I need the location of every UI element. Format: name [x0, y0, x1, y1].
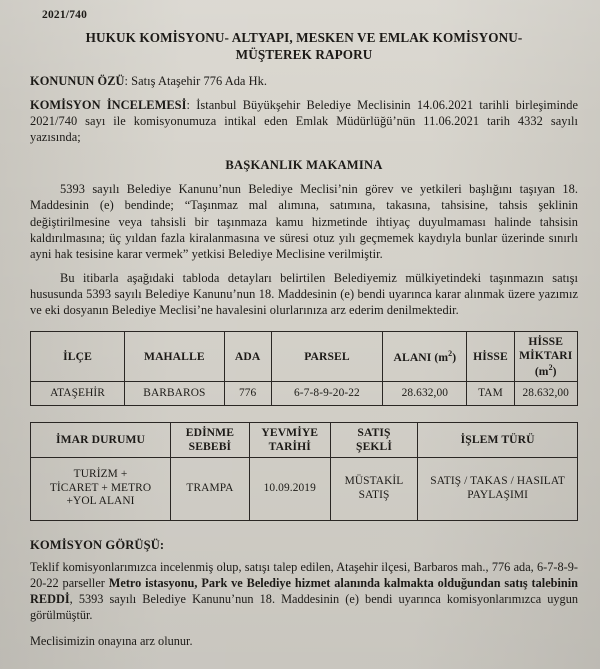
- closing-line: Meclisimizin onayına arz olunur.: [30, 634, 193, 649]
- subject-text: : Satış Ataşehir 776 Ada Hk.: [124, 73, 268, 88]
- cell-hisse-miktari: 28.632,00: [514, 382, 578, 406]
- addressee-heading: BAŞKANLIK MAKAMINA: [225, 158, 383, 173]
- col-header-yevmiye-tarihi: YEVMİYE TARİHİ: [249, 423, 330, 457]
- cell-mahalle: BARBAROS: [125, 382, 225, 406]
- col-header-imar-durumu: İMAR DURUMU: [31, 423, 171, 457]
- document-number: 2021/740: [42, 9, 88, 21]
- status-table-header-row: [31, 423, 578, 457]
- cell-ilce: ATAŞEHİR: [31, 382, 125, 406]
- col-header-alani: ALANI $(m^2)$: [383, 332, 467, 382]
- document-title-line-1: HUKUK KOMİSYONU- ALTYAPI, MESKEN VE EMLAK KOMİSYONU-: [85, 30, 523, 45]
- cell-parsel: 6-7-8-9-20-22: [271, 382, 383, 406]
- opinion-text-part-1: Teklif komisyonlarımızca incelenmiş olup, satışı talep edilen, Ataşehir ilçesi, Barbaros mah., 776 ada, 6-7-8-9-20-22 parseller: [30, 559, 578, 590]
- col-header-mahalle: MAHALLE: [125, 332, 225, 382]
- cell-islem-turu: SATIŞ / TAKAS / HASILAT PAYLAŞIMI: [418, 457, 578, 520]
- subject-label: KONUNUN ÖZÜ: [30, 73, 125, 88]
- commission-opinion-heading: KOMİSYON GÖRÜŞÜ:: [30, 537, 165, 552]
- property-table-header-row: [31, 332, 578, 382]
- col-header-ilce: İLÇE: [31, 332, 125, 382]
- commission-opinion-text: [30, 559, 578, 624]
- review-paragraph: [30, 97, 578, 145]
- status-table-wrapper: [30, 422, 578, 520]
- cell-yevmiye-tarihi: 10.09.2019: [249, 457, 330, 520]
- col-header-parsel: PARSEL: [271, 332, 383, 382]
- review-label: KOMİSYON İNCELEMESİ: [30, 97, 187, 112]
- cell-edinme-sebebi: TRAMPA: [171, 457, 250, 520]
- law-paragraph: 5393 sayılı Belediye Kanunu’nun Belediye Meclisi’nin görev ve yetkileri başlığını taşıyan 18. Maddesinin (e) bendinde; “Taşınmaz mal alımına, satımına, takasına, tahsisine, tahsis şeklinin değiştirilmesine veya tahsisli bir taşınmaza kamu hizmetinde ihtiyaç duyulmaması halinde tahsisin kaldırılmasına; üç yıldan fazla kiralanmasına ve süresi otuz yılı geçmemek kaydıyla bunlar üzerinde sınırlı ayni hak tesisine karar vermek” yetkisi Belediye Meclisine verilmiştir.: [30, 182, 578, 261]
- cell-imar-durumu: TURİZM + TİCARET + METRO +YOL ALANI: [31, 457, 171, 520]
- status-table: [30, 422, 578, 520]
- col-header-islem-turu: İŞLEM TÜRÜ: [418, 423, 578, 457]
- col-header-edinme-sebebi: EDİNME SEBEBİ: [171, 423, 250, 457]
- property-table-wrapper: [30, 331, 578, 406]
- col-header-hisse-miktari: HİSSE MİKTARI $(m^2)$: [514, 332, 578, 382]
- cell-satis-sekli: MÜSTAKİL SATIŞ: [330, 457, 418, 520]
- col-header-ada: ADA: [224, 332, 271, 382]
- document-title-line-2: MÜŞTEREK RAPORU: [235, 47, 373, 63]
- cell-hisse: TAM: [467, 382, 514, 406]
- col-header-satis-sekli: SATIŞ ŞEKLİ: [330, 423, 418, 457]
- cell-alani: 28.632,00: [383, 382, 467, 406]
- review-text: : İstanbul Büyükşehir Belediye Meclisinin 14.06.2021 tarihli birleşiminde 2021/740 sayı ile komisyonumuza intikal eden Emlak Müdürlüğü’nün 11.06.2021 tarih 4332 sayılı yazısında;: [30, 97, 578, 145]
- table-row: [31, 457, 578, 520]
- subject-line: [30, 73, 578, 89]
- table-row: [31, 382, 578, 406]
- opinion-text-part-2: , 5393 sayılı Belediye Kanunu’nun 18. Maddesinin (e) bendi uyarınca komisyonlarımızca uygun görülmüştür.: [30, 592, 578, 623]
- property-table: [30, 331, 578, 406]
- document-title: [36, 29, 572, 64]
- request-paragraph: Bu itibarla aşağıdaki tabloda detayları belirtilen Belediyemiz mülkiyetindeki taşınmazın satışı hususunda 5393 sayılı Belediye Kanunu’nun 18. Maddesinin (e) bendi uyarınca karar alınmak üzere yazımız ve eki dosyanın Belediye Meclisi’ne havalesini olurlarınıza arz ederim denilmektedir.: [30, 270, 578, 318]
- cell-ada: 776: [224, 382, 271, 406]
- col-header-hisse: HİSSE: [467, 332, 514, 382]
- opinion-rejection-emphasis: Metro istasyonu, Park ve Belediye hizmet alanında kalmakta olduğundan satış talebinin REDDİ: [30, 575, 578, 606]
